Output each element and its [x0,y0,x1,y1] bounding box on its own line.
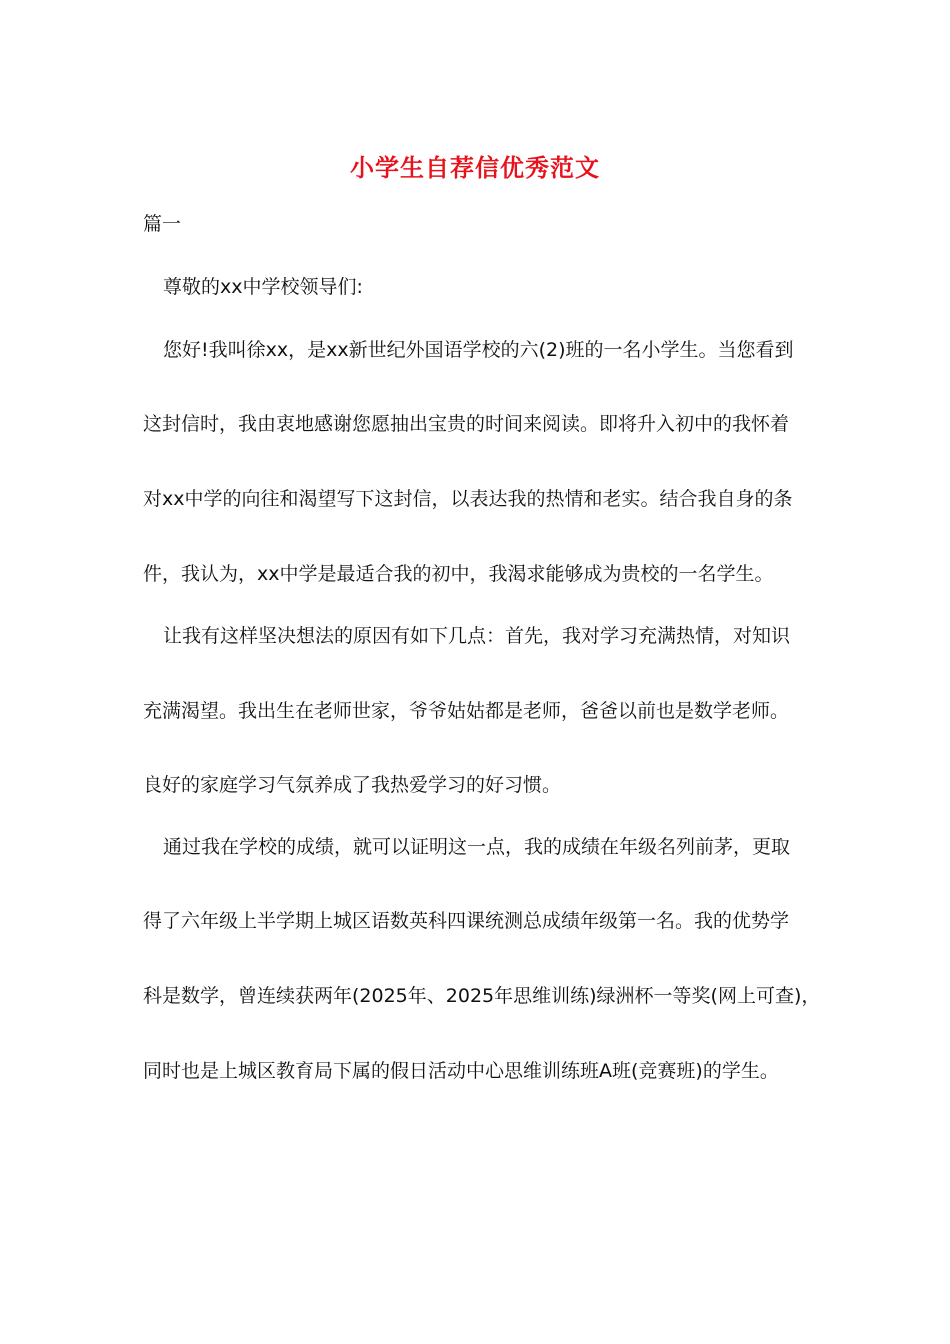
paragraph-1-line-2: 这封信时，我由衷地感谢您愿抽出宝贵的时间来阅读。即将升入初中的我怀着 [143,413,790,435]
paragraph-2-line-1: 让我有这样坚决想法的原因有如下几点：首先，我对学习充满热情，对知识 [163,625,791,647]
paragraph-3-line-3: 科是数学，曾连续获两年(2025年、2025年思维训练)绿洲杯一等奖(网上可查)， [143,985,821,1007]
paragraph-2-line-2: 充满渴望。我出生在老师世家，爷爷姑姑都是老师，爸爸以前也是数学老师。 [143,700,790,722]
document-title: 小学生自荐信优秀范文 [350,153,600,182]
paragraph-1-line-3: 对xx中学的向往和渴望写下这封信，以表达我的热情和老实。结合我自身的条 [143,488,793,510]
salutation: 尊敬的xx中学校领导们: [163,276,363,298]
paragraph-2-line-3: 良好的家庭学习气氛养成了我热爱学习的好习惯。 [143,774,562,796]
paragraph-3-line-1: 通过我在学校的成绩，就可以证明这一点，我的成绩在年级名列前茅，更取 [163,836,791,858]
paragraph-1-line-1: 您好!我叫徐xx，是xx新世纪外国语学校的六(2)班的一名小学生。当您看到 [163,339,794,361]
paragraph-3-line-2: 得了六年级上半学期上城区语数英科四课统测总成绩年级第一名。我的优势学 [143,910,790,932]
paragraph-1-line-4: 件，我认为，xx中学是最适合我的初中，我渴求能够成为贵校的一名学生。 [143,563,774,585]
section-heading: 篇一 [143,213,182,235]
paragraph-3-line-4: 同时也是上城区教育局下属的假日活动中心思维训练班A班(竞赛班)的学生。 [143,1060,779,1082]
